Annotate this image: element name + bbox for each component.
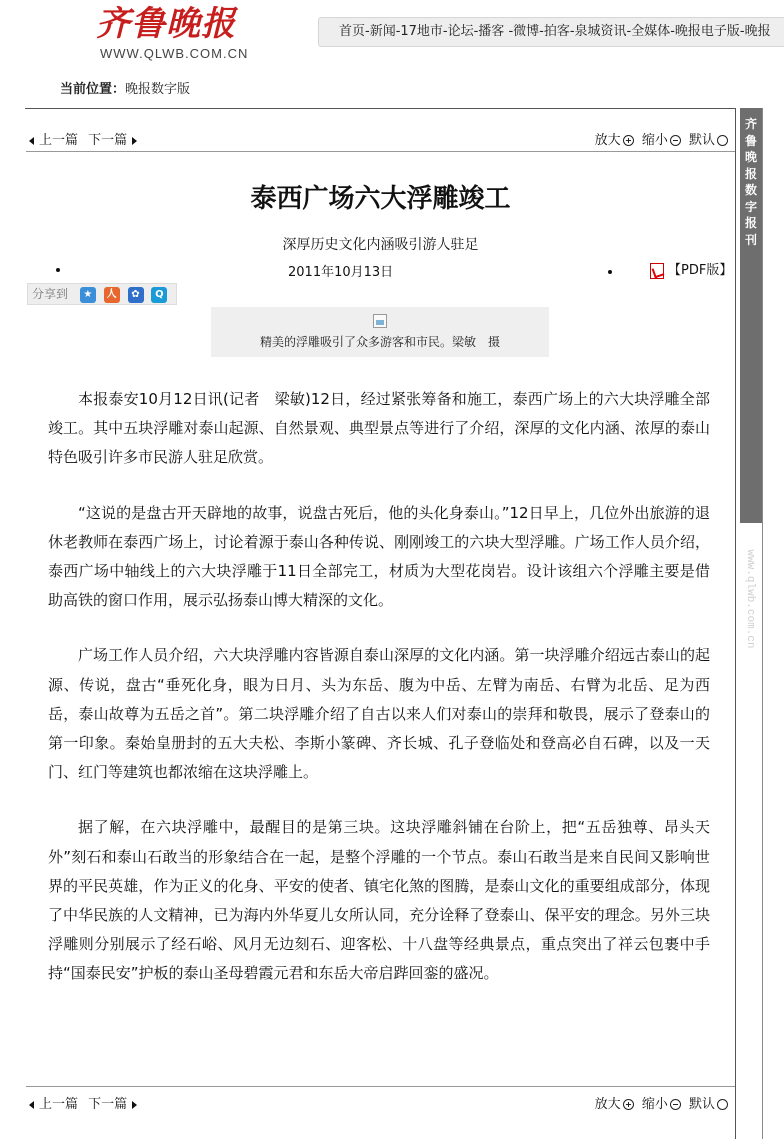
side-banner-url: www.qlwb.com.cn bbox=[744, 549, 756, 649]
article-paragraph: “这说的是盘古开天辟地的故事，说盘古死后，他的头化身泰山。”12日早上，几位外出旅游的退休老教师在泰西广场上，讨论着源于泰山各种传说、刚刚竣工的六块大型浮雕。广场工作人员介绍，泰西广场中轴线上的六大块浮雕于11日全部完工，材质为大型花岗岩。设计该组六个浮雕主要是借助高铁的窗口作用，展示弘扬泰山博大精深的文化。 bbox=[48, 503, 710, 610]
breadcrumb bbox=[60, 78, 190, 97]
pdf-icon bbox=[650, 263, 664, 279]
article-nav bbox=[29, 129, 139, 148]
site-logo[interactable] bbox=[96, 4, 248, 66]
article-date: 2011年10月13日 bbox=[288, 265, 394, 280]
share-bar bbox=[27, 283, 177, 305]
article-subtitle: 深厚历史文化内涵吸引游人驻足 bbox=[282, 237, 479, 253]
share-renren-icon[interactable]: 人 bbox=[104, 287, 120, 303]
article-toolbar-top bbox=[25, 127, 736, 149]
right-divider bbox=[762, 108, 763, 1139]
zoom-in-label: 放大 bbox=[594, 133, 621, 148]
bullet-icon bbox=[56, 268, 60, 272]
next-article-link[interactable] bbox=[88, 1097, 139, 1112]
bullet-icon bbox=[608, 270, 612, 274]
zoom-controls bbox=[595, 1093, 732, 1112]
top-nav-links[interactable]: 首页-新闻-17地市-论坛-播客 -微博-拍客-泉城资讯-全媒体-晚报电子版-晚报 bbox=[339, 24, 771, 39]
zoom-out-label: 缩小 bbox=[641, 133, 668, 148]
zoom-in-button[interactable] bbox=[595, 133, 638, 148]
circle-icon bbox=[717, 1099, 728, 1110]
chevron-left-icon bbox=[29, 137, 34, 145]
breadcrumb-current[interactable]: 晚报数字版 bbox=[125, 82, 191, 97]
article-nav bbox=[29, 1093, 139, 1112]
top-navigation[interactable] bbox=[318, 17, 784, 47]
prev-article-link[interactable] bbox=[29, 133, 78, 148]
zoom-out-button[interactable] bbox=[642, 1097, 685, 1112]
zoom-default-label: 默认 bbox=[688, 133, 715, 148]
broken-image-icon bbox=[373, 314, 387, 328]
share-qzone-icon[interactable]: ★ bbox=[80, 287, 96, 303]
side-banner bbox=[740, 108, 762, 649]
logo-url: WWW.QLWB.COM.CN bbox=[100, 46, 249, 61]
article-paragraph: 据了解，在六块浮雕中，最醒目的是第三块。这块浮雕斜铺在台阶上，把“五岳独尊、昂头天外”刻石和泰山石敢当的形象结合在一起，是整个浮雕的一个节点。泰山石敢当是来自民间又影响世界的平民英雄，作为正义的化身、平安的使者、镇宅化煞的图腾，是泰山文化的重要组成部分，体现了中华民族的人文精神，已为海内外华夏儿女所认同，充分诠释了登泰山、保平安的理念。另外三块浮雕则分别展示了经石峪、风月无边刻石、迎客松、十八盘等经典景点，重点突出了祥云包裹中手持“国泰民安”护板的泰山圣母碧霞元君和东岳大帝启跸回銮的盛况。 bbox=[48, 818, 710, 983]
zoom-out-button[interactable] bbox=[642, 133, 685, 148]
share-baidu-icon[interactable]: ✿ bbox=[128, 287, 144, 303]
minus-circle-icon bbox=[670, 1099, 681, 1110]
share-qq-icon[interactable]: Q bbox=[151, 287, 167, 303]
side-banner-title: 齐鲁晚报数字报刊 bbox=[744, 117, 757, 247]
plus-circle-icon bbox=[623, 135, 634, 146]
zoom-default-button[interactable] bbox=[689, 133, 732, 148]
article-body bbox=[48, 385, 710, 1015]
zoom-controls bbox=[595, 129, 732, 148]
chevron-right-icon bbox=[132, 1101, 137, 1109]
plus-circle-icon bbox=[623, 1099, 634, 1110]
chevron-right-icon bbox=[132, 137, 137, 145]
next-label: 下一篇 bbox=[88, 1097, 128, 1112]
chevron-left-icon bbox=[29, 1101, 34, 1109]
pdf-link[interactable] bbox=[650, 259, 732, 279]
prev-label: 上一篇 bbox=[39, 1097, 79, 1112]
prev-label: 上一篇 bbox=[39, 133, 79, 148]
next-label: 下一篇 bbox=[88, 133, 128, 148]
minus-circle-icon bbox=[670, 135, 681, 146]
side-banner-url-wrap bbox=[740, 493, 762, 913]
toolbar-divider-bottom bbox=[26, 1086, 735, 1087]
photo-caption: 精美的浮雕吸引了众多游客和市民。梁敏 摄 bbox=[259, 335, 500, 349]
toolbar-divider-top bbox=[26, 151, 735, 152]
share-label: 分享到 bbox=[32, 287, 69, 301]
zoom-in-label: 放大 bbox=[594, 1097, 621, 1112]
next-article-link[interactable] bbox=[88, 133, 139, 148]
zoom-default-button[interactable] bbox=[689, 1097, 732, 1112]
article-toolbar-bottom bbox=[25, 1091, 736, 1113]
zoom-default-label: 默认 bbox=[688, 1097, 715, 1112]
zoom-out-label: 缩小 bbox=[641, 1097, 668, 1112]
circle-icon bbox=[717, 135, 728, 146]
article-paragraph: 本报泰安10月12日讯(记者 梁敏)12日，经过紧张筹备和施工，泰西广场上的六大块浮雕全部竣工。其中五块浮雕对泰山起源、自然景观、典型景点等进行了介绍，深厚的文化内涵、浓厚的泰山特色吸引许多市民游人驻足欣赏。 bbox=[48, 390, 710, 467]
zoom-in-button[interactable] bbox=[595, 1097, 638, 1112]
article-paragraph: 广场工作人员介绍，六大块浮雕内容皆源自泰山深厚的文化内涵。第一块浮雕介绍远古泰山的起源、传说，盘古“垂死化身，眼为日月、头为东岳、腹为中岳、左臂为南岳、右臂为北岳、足为西岳，泰山故尊为五岳之首”。第二块浮雕介绍了自古以来人们对泰山的崇拜和敬畏，展示了登泰山的第一印象。秦始皇册封的五大夫松、李斯小篆碑、齐长城、孔子登临处和登高必自石碑，以及一天门、红门等建筑也都浓缩在这块浮雕上。 bbox=[48, 646, 710, 782]
pdf-label: 【PDF版】 bbox=[668, 263, 733, 278]
logo-text: 齐鲁晚报 bbox=[96, 4, 236, 44]
breadcrumb-label: 当前位置： bbox=[60, 82, 126, 97]
prev-article-link[interactable] bbox=[29, 1097, 78, 1112]
article-title: 泰西广场六大浮雕竣工 bbox=[250, 184, 511, 214]
article-photo bbox=[211, 307, 549, 357]
